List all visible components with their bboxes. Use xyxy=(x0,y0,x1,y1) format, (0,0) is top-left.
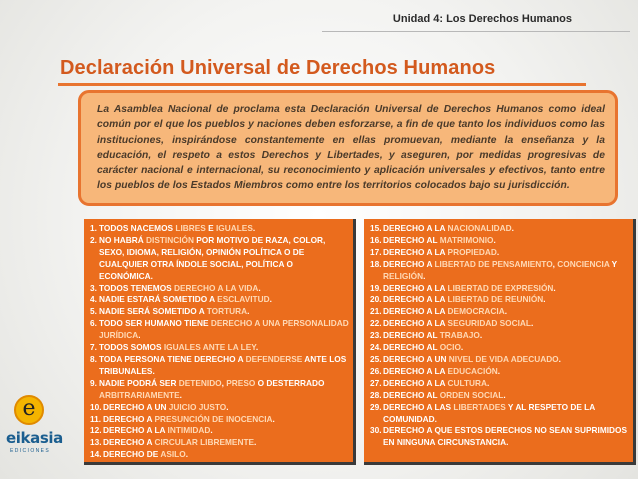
right-keyword: DERECHO A LA VIDA xyxy=(174,282,259,293)
right-text: . xyxy=(254,437,257,448)
right-keyword: MATRIMONIO xyxy=(439,234,494,245)
right-text: NO HABRÁ xyxy=(99,234,147,245)
right-item xyxy=(90,235,349,283)
right-number: 10. xyxy=(90,401,102,412)
right-number: 14. xyxy=(90,449,102,460)
right-keyword: ESCLAVITUD xyxy=(217,294,270,305)
right-keyword: DETENIDO xyxy=(178,377,222,388)
right-text: DERECHO A LA xyxy=(103,425,168,436)
right-item xyxy=(370,330,629,342)
right-item xyxy=(370,247,629,259)
right-text: DERECHO A UN xyxy=(383,353,449,364)
rights-list-right xyxy=(364,219,636,465)
right-keyword: DISTINCIÓN xyxy=(146,234,194,245)
right-text: . xyxy=(179,389,182,400)
right-item xyxy=(90,294,349,306)
right-text: . xyxy=(503,389,506,400)
right-text: NADIE PODRÁ SER xyxy=(99,377,179,388)
logo-wordmark: eikasia xyxy=(6,429,63,447)
right-keyword: IGUALES xyxy=(215,223,253,233)
right-item xyxy=(90,402,349,414)
right-text: . xyxy=(460,342,464,353)
right-text: ANTE LOS TRIBUNALES xyxy=(99,353,347,376)
right-item xyxy=(370,378,629,390)
right-text: . xyxy=(511,223,514,233)
rights-list-left xyxy=(84,219,356,465)
right-number: 24. xyxy=(370,342,382,353)
right-text: . xyxy=(553,282,556,293)
right-keyword: NIVEL DE VIDA ADECUADO xyxy=(448,353,559,364)
right-text: DERECHO A LA xyxy=(383,365,448,376)
right-text: , xyxy=(221,377,227,388)
right-number: 15. xyxy=(370,223,382,233)
right-number: 17. xyxy=(370,246,382,257)
right-keyword: SEGURIDAD SOCIAL xyxy=(447,318,531,329)
right-number: 4. xyxy=(90,294,97,305)
right-number: 11. xyxy=(90,413,102,424)
right-text: NADIE ESTARÁ SOMETIDO A xyxy=(99,294,218,305)
right-item xyxy=(90,414,349,426)
unit-header: Unidad 4: Los Derechos Humanos xyxy=(392,13,572,25)
right-text: TODA PERSONA TIENE DERECHO A xyxy=(99,353,246,364)
right-text: DERECHO AL xyxy=(383,234,440,245)
right-number: 9. xyxy=(90,377,97,388)
right-keyword: EDUCACIÓN xyxy=(447,365,498,376)
right-keyword: INTIMIDAD xyxy=(167,425,211,436)
right-number: 3. xyxy=(90,282,97,293)
right-number: 22. xyxy=(370,318,382,329)
right-text: . xyxy=(543,294,546,305)
right-item xyxy=(370,306,629,318)
right-text: . xyxy=(504,306,508,317)
right-text: . xyxy=(247,306,250,317)
right-keyword: DEFENDERSE xyxy=(245,353,303,364)
right-text: DERECHO A LA xyxy=(383,318,448,329)
logo-subtitle: EDICIONES xyxy=(10,448,51,454)
right-keyword: ORDEN SOCIAL xyxy=(439,389,504,400)
right-item xyxy=(370,425,629,449)
right-number: 27. xyxy=(370,377,382,388)
right-text: DERECHO A LA xyxy=(383,377,448,388)
right-item xyxy=(90,223,349,235)
right-text: DERECHO A LAS xyxy=(383,401,454,412)
right-keyword: NACIONALIDAD xyxy=(447,223,512,233)
right-item xyxy=(90,342,349,354)
right-text: DERECHO AL xyxy=(383,330,440,341)
right-keyword: OCIO xyxy=(439,342,461,353)
right-text: DERECHO A xyxy=(103,413,155,424)
right-number: 1. xyxy=(90,223,97,233)
right-item xyxy=(370,294,629,306)
right-item xyxy=(370,235,629,247)
right-text: POR MOTIVO DE RAZA, COLOR, SEXO, IDIOMA, RELIGIÓN, OPINIÓN POLÍTICA O DE CUALQUIER OTRA ÍNDOLE SOCIAL, POLÍTICA O ECONÓMICA. xyxy=(99,234,326,281)
right-text: TODO SER HUMANO TIENE xyxy=(99,318,211,329)
right-keyword: PRESO xyxy=(226,377,256,388)
right-number: 7. xyxy=(90,342,97,353)
right-keyword: ARBITRARIAMENTE xyxy=(99,389,180,400)
right-text: . xyxy=(496,246,500,257)
right-text: EN NINGUNA CIRCUNSTANCIA. xyxy=(383,437,509,448)
right-item xyxy=(90,425,349,437)
page-title: Declaración Universal de Derechos Humanos xyxy=(60,57,496,79)
right-keyword: DEMOCRACIA xyxy=(447,306,505,317)
right-item xyxy=(370,223,629,235)
right-text: DERECHO A LA xyxy=(383,294,448,305)
right-item xyxy=(90,306,349,318)
right-text: . xyxy=(487,377,490,388)
right-text: TODOS SOMOS xyxy=(99,342,164,353)
right-number: 25. xyxy=(370,353,382,364)
logo-letter: e xyxy=(22,396,36,421)
right-keyword: CIRCULAR LIBREMENTE xyxy=(154,437,255,448)
right-number: 13. xyxy=(90,437,102,448)
right-text: DERECHO AL xyxy=(383,342,440,353)
right-keyword: LIBERTAD DE REUNIÓN xyxy=(447,294,544,305)
right-item xyxy=(90,378,349,402)
right-number: 12. xyxy=(90,425,102,436)
right-item xyxy=(90,283,349,295)
right-item xyxy=(370,259,629,283)
right-item xyxy=(370,390,629,402)
right-text: DERECHO A LA xyxy=(383,246,448,257)
right-item xyxy=(370,402,629,426)
right-keyword: TORTURA xyxy=(206,306,248,317)
right-text: . xyxy=(479,330,483,341)
right-number: 18. xyxy=(370,258,382,269)
right-text: . xyxy=(252,223,256,233)
right-text: O DESTERRADO xyxy=(255,377,325,388)
right-text: . xyxy=(185,449,188,460)
right-number: 28. xyxy=(370,389,382,400)
right-text: . xyxy=(138,330,141,341)
right-text: . xyxy=(434,413,437,424)
right-item xyxy=(370,342,629,354)
right-text: Y AL RESPETO DE LA COMUNIDAD xyxy=(383,401,595,424)
right-keyword: CULTURA xyxy=(447,377,488,388)
right-text: . xyxy=(530,318,534,329)
right-item xyxy=(370,283,629,295)
right-text: DERECHO A UN xyxy=(103,401,169,412)
right-keyword: LIBRES xyxy=(175,223,206,233)
right-text: DERECHO A xyxy=(383,258,435,269)
right-text: . xyxy=(423,270,426,281)
right-text: DERECHO A LA xyxy=(383,223,448,233)
right-text: . xyxy=(210,425,213,436)
right-text: TODOS TENEMOS xyxy=(99,282,174,293)
right-item xyxy=(90,449,349,461)
right-item xyxy=(370,366,629,378)
right-keyword: DERECHO A UNA PERSONALIDAD JURÍDICA xyxy=(99,318,349,341)
right-number: 29. xyxy=(370,401,382,412)
right-number: 16. xyxy=(370,234,382,245)
right-text: . xyxy=(226,401,229,412)
right-keyword: JUICIO JUSTO xyxy=(168,401,227,412)
right-keyword: PRESUNCIÓN DE INOCENCIA xyxy=(154,413,273,424)
right-number: 30. xyxy=(370,425,382,436)
right-text: . xyxy=(558,353,561,364)
right-text: Y xyxy=(609,258,618,269)
right-text: . xyxy=(272,413,275,424)
right-text: NADIE SERÁ SOMETIDO A xyxy=(99,306,207,317)
right-keyword: LIBERTAD DE EXPRESIÓN xyxy=(447,282,554,293)
right-keyword: LIBERTADES xyxy=(453,401,506,412)
right-text: DERECHO A LA xyxy=(383,306,448,317)
right-item xyxy=(370,318,629,330)
right-text: , xyxy=(552,258,558,269)
right-text: . xyxy=(255,342,259,353)
right-keyword: PROPIEDAD xyxy=(447,246,497,257)
right-number: 5. xyxy=(90,306,97,317)
right-keyword: LIBERTAD DE PENSAMIENTO xyxy=(434,258,553,269)
right-text: . xyxy=(258,282,261,293)
intro-box xyxy=(78,90,618,206)
right-text: E xyxy=(205,223,216,233)
right-text: . xyxy=(493,234,496,245)
right-keyword: RELIGIÓN xyxy=(383,270,424,281)
right-text: . xyxy=(497,365,501,376)
right-text: DERECHO A xyxy=(103,437,155,448)
right-text: DERECHO A QUE ESTOS DERECHOS NO SEAN SUPRIMIDOS xyxy=(383,425,628,436)
right-number: 20. xyxy=(370,294,382,305)
right-item xyxy=(90,318,349,342)
right-text: . xyxy=(269,294,272,305)
right-keyword: IGUALES ANTE LA LEY xyxy=(163,342,256,353)
right-number: 21. xyxy=(370,306,382,317)
right-text: DERECHO DE xyxy=(103,449,161,460)
right-number: 8. xyxy=(90,353,97,364)
intro-text: La Asamblea Nacional de proclama esta Declaración Universal de Derechos Humanos como ideal común por el que los pueblos y naciones deben esforzarse, a fin de que tanto los individuos como las instituciones, inspirándose constantemente en ellas promuevan, mediante la enseñanza y la educación, el respeto a estos Derechos y Libertades, y aseguren, por medidas progresivas de carácter nacional e internacional, su reconocimiento y aplicación universales y efectivos, tanto entre los pueblos de los Estados Miembros como entre los territorios colocados bajo su jurisdicción. xyxy=(97,104,605,192)
right-keyword: TRABAJO xyxy=(439,330,480,341)
right-text: DERECHO AL xyxy=(383,389,440,400)
right-number: 19. xyxy=(370,282,382,293)
right-text: . xyxy=(152,365,155,376)
right-number: 23. xyxy=(370,330,382,341)
right-number: 26. xyxy=(370,365,382,376)
right-text: TODOS NACEMOS xyxy=(99,223,176,233)
eikasia-logo xyxy=(6,395,63,465)
right-keyword: ASILO xyxy=(160,449,186,460)
title-underline xyxy=(58,83,586,86)
right-item xyxy=(370,354,629,366)
right-text: DERECHO A LA xyxy=(383,282,448,293)
header-divider xyxy=(322,31,630,32)
right-item xyxy=(90,354,349,378)
right-number: 2. xyxy=(90,234,97,245)
right-keyword: CONCIENCIA xyxy=(557,258,610,269)
right-number: 6. xyxy=(90,318,97,329)
right-item xyxy=(90,437,349,449)
